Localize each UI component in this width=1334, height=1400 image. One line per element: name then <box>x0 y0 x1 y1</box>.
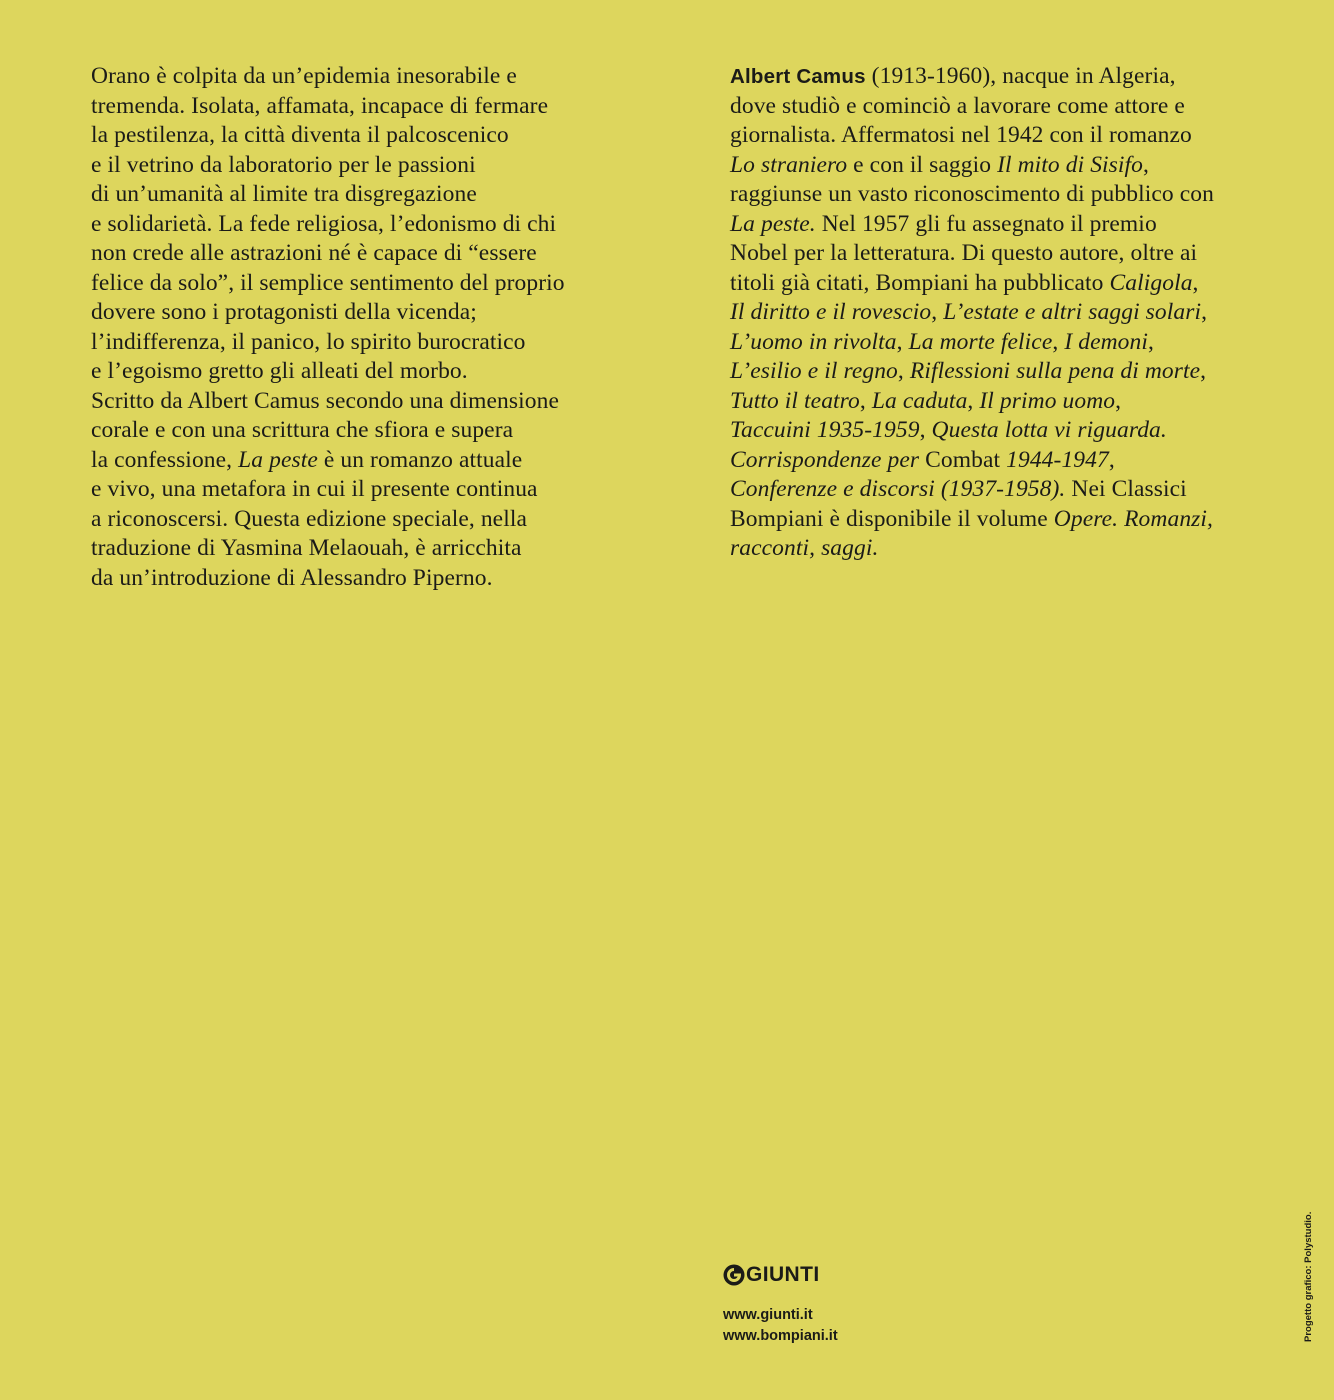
text-segment: e vivo, una metafora in cui il presente continua <box>91 476 538 502</box>
text-segment: corale e con una scrittura che sfiora e supera <box>91 417 514 443</box>
text-line <box>91 180 651 210</box>
text-segment: la confessione, <box>91 446 239 473</box>
author-bio-text-block <box>730 62 1290 564</box>
title-italic: L’esilio e il regno <box>730 358 898 384</box>
text-line <box>91 62 651 92</box>
title-italic: Corrispondenze per <box>730 446 920 473</box>
text-line <box>91 387 651 417</box>
text-segment: , <box>1052 328 1065 355</box>
website-link-giunti[interactable]: www.giunti.it <box>723 1307 813 1323</box>
text-line <box>91 328 651 358</box>
text-line <box>730 416 1290 446</box>
text-line <box>91 239 651 269</box>
text-segment: Orano è colpita da un’epidemia inesorabile e <box>91 63 517 89</box>
title-italic: I demoni <box>1064 328 1149 355</box>
synopsis-text-block <box>91 62 651 593</box>
text-segment: Nobel per la letteratura. Di questo autore, oltre ai <box>730 240 1198 266</box>
text-segment: , <box>1148 328 1154 355</box>
title-italic: L’uomo in rivolta <box>730 328 897 355</box>
title-italic: Taccuini 1935-1959 <box>730 417 920 443</box>
text-line <box>91 505 651 535</box>
text-line <box>730 298 1290 328</box>
text-line <box>730 269 1290 299</box>
publisher-logo <box>723 1263 820 1287</box>
title-italic: La peste <box>238 446 318 473</box>
title-italic: L’estate e altri saggi solari <box>943 299 1202 325</box>
title-italic: Conferenze e discorsi (1937-1958). <box>730 476 1066 502</box>
text-line <box>730 534 1290 564</box>
text-line <box>730 92 1290 122</box>
text-line <box>730 210 1290 240</box>
title-italic: Tutto il teatro <box>730 387 860 414</box>
title-italic: Il primo uomo <box>979 387 1116 414</box>
title-italic: Il diritto e il rovescio <box>730 299 932 325</box>
publisher-websites <box>723 1305 838 1347</box>
text-line <box>91 475 651 505</box>
title-italic: Lo straniero <box>730 151 848 178</box>
text-segment: tremenda. Isolata, affamata, incapace di fermare <box>91 92 549 119</box>
text-segment: non crede alle astrazioni né è capace di “essere <box>91 240 537 266</box>
text-line <box>730 151 1290 181</box>
text-line <box>91 269 651 299</box>
text-segment: Nel 1957 gli fu assegnato il premio <box>815 210 1157 237</box>
title-italic: 1944-1947 <box>1006 446 1109 473</box>
title-italic: Opere. Romanzi, <box>1053 505 1214 532</box>
text-line <box>91 151 651 181</box>
text-line <box>730 446 1290 476</box>
text-segment: e solidarietà. La fede religiosa, l’edonismo di chi <box>91 210 557 237</box>
title-italic: Riflessioni sulla pena di morte <box>909 358 1201 384</box>
text-line <box>730 357 1290 387</box>
text-segment: Bompiani è disponibile il volume <box>730 505 1054 532</box>
text-segment: Combat <box>919 446 1007 473</box>
text-line <box>91 416 651 446</box>
text-segment: di un’umanità al limite tra disgregazione <box>91 181 477 207</box>
text-segment: da un’introduzione di Alessandro Piperno. <box>91 564 493 591</box>
title-italic: racconti, saggi. <box>730 535 879 561</box>
text-segment: , <box>1201 299 1208 325</box>
title-italic: La caduta <box>871 387 968 414</box>
text-segment: , <box>1192 269 1199 296</box>
text-segment: è un romanzo attuale <box>317 446 523 473</box>
text-segment: la pestilenza, la città diventa il palcoscenico <box>91 122 509 148</box>
title-italic: La morte felice <box>908 328 1053 355</box>
text-line <box>91 534 651 564</box>
text-segment: , <box>931 299 944 325</box>
text-line <box>91 92 651 122</box>
text-segment: l’indifferenza, il panico, lo spirito burocratico <box>91 328 526 355</box>
text-line <box>730 328 1290 358</box>
title-italic: Il mito di Sisifo <box>997 151 1144 178</box>
text-segment: Scritto da Albert Camus secondo una dimensione <box>91 387 559 414</box>
text-line <box>730 239 1290 269</box>
text-segment: dovere sono i protagonisti della vicenda; <box>91 299 477 325</box>
giunti-logo-icon <box>723 1264 745 1286</box>
text-line <box>730 387 1290 417</box>
text-segment: e l’egoismo gretto gli alleati del morbo. <box>91 358 468 384</box>
text-line <box>91 210 651 240</box>
website-link-bompiani[interactable]: www.bompiani.it <box>723 1328 838 1344</box>
text-line <box>91 446 651 476</box>
text-segment: a riconoscersi. Questa edizione speciale, nella <box>91 505 527 532</box>
text-segment: giornalista. Affermatosi nel 1942 con il romanzo <box>730 122 1192 148</box>
text-line <box>91 357 651 387</box>
text-segment: e con il saggio <box>847 151 998 178</box>
text-segment: raggiunse un vasto riconoscimento di pubblico con <box>730 181 1214 207</box>
text-segment: dove studiò e cominciò a lavorare come attore e <box>730 92 1185 119</box>
text-segment: , <box>967 387 980 414</box>
text-line <box>91 121 651 151</box>
text-line <box>730 121 1290 151</box>
title-italic: Caligola <box>1109 269 1193 296</box>
text-segment: , <box>1143 151 1150 178</box>
title-italic: La peste. <box>730 210 816 237</box>
text-segment: , <box>1200 358 1207 384</box>
text-line <box>91 298 651 328</box>
text-segment: , <box>919 417 932 443</box>
text-segment: (1913-1960), nacque in Algeria, <box>865 63 1176 89</box>
text-segment: titoli già citati, Bompiani ha pubblicato <box>730 269 1110 296</box>
text-segment: , <box>1108 446 1115 473</box>
text-line <box>91 564 651 594</box>
text-segment: , <box>1115 387 1122 414</box>
text-line <box>730 62 1290 92</box>
text-segment: felice da solo”, il semplice sentimento del proprio <box>91 269 565 296</box>
text-line <box>730 475 1290 505</box>
text-segment: , <box>896 328 909 355</box>
author-name: Albert Camus <box>730 65 866 88</box>
publisher-name: GIUNTI <box>746 1263 820 1286</box>
text-segment: traduzione di Yasmina Melaouah, è arricchita <box>91 535 522 561</box>
text-segment: e il vetrino da laboratorio per le passioni <box>91 151 476 178</box>
text-line <box>730 505 1290 535</box>
text-segment: , <box>897 358 910 384</box>
text-segment: Nei Classici <box>1065 476 1187 502</box>
text-segment: , <box>859 387 872 414</box>
text-line <box>730 180 1290 210</box>
title-italic: Questa lotta vi riguarda. <box>931 417 1167 443</box>
design-credit: Progetto grafico: Polystudio. <box>1303 1211 1314 1342</box>
